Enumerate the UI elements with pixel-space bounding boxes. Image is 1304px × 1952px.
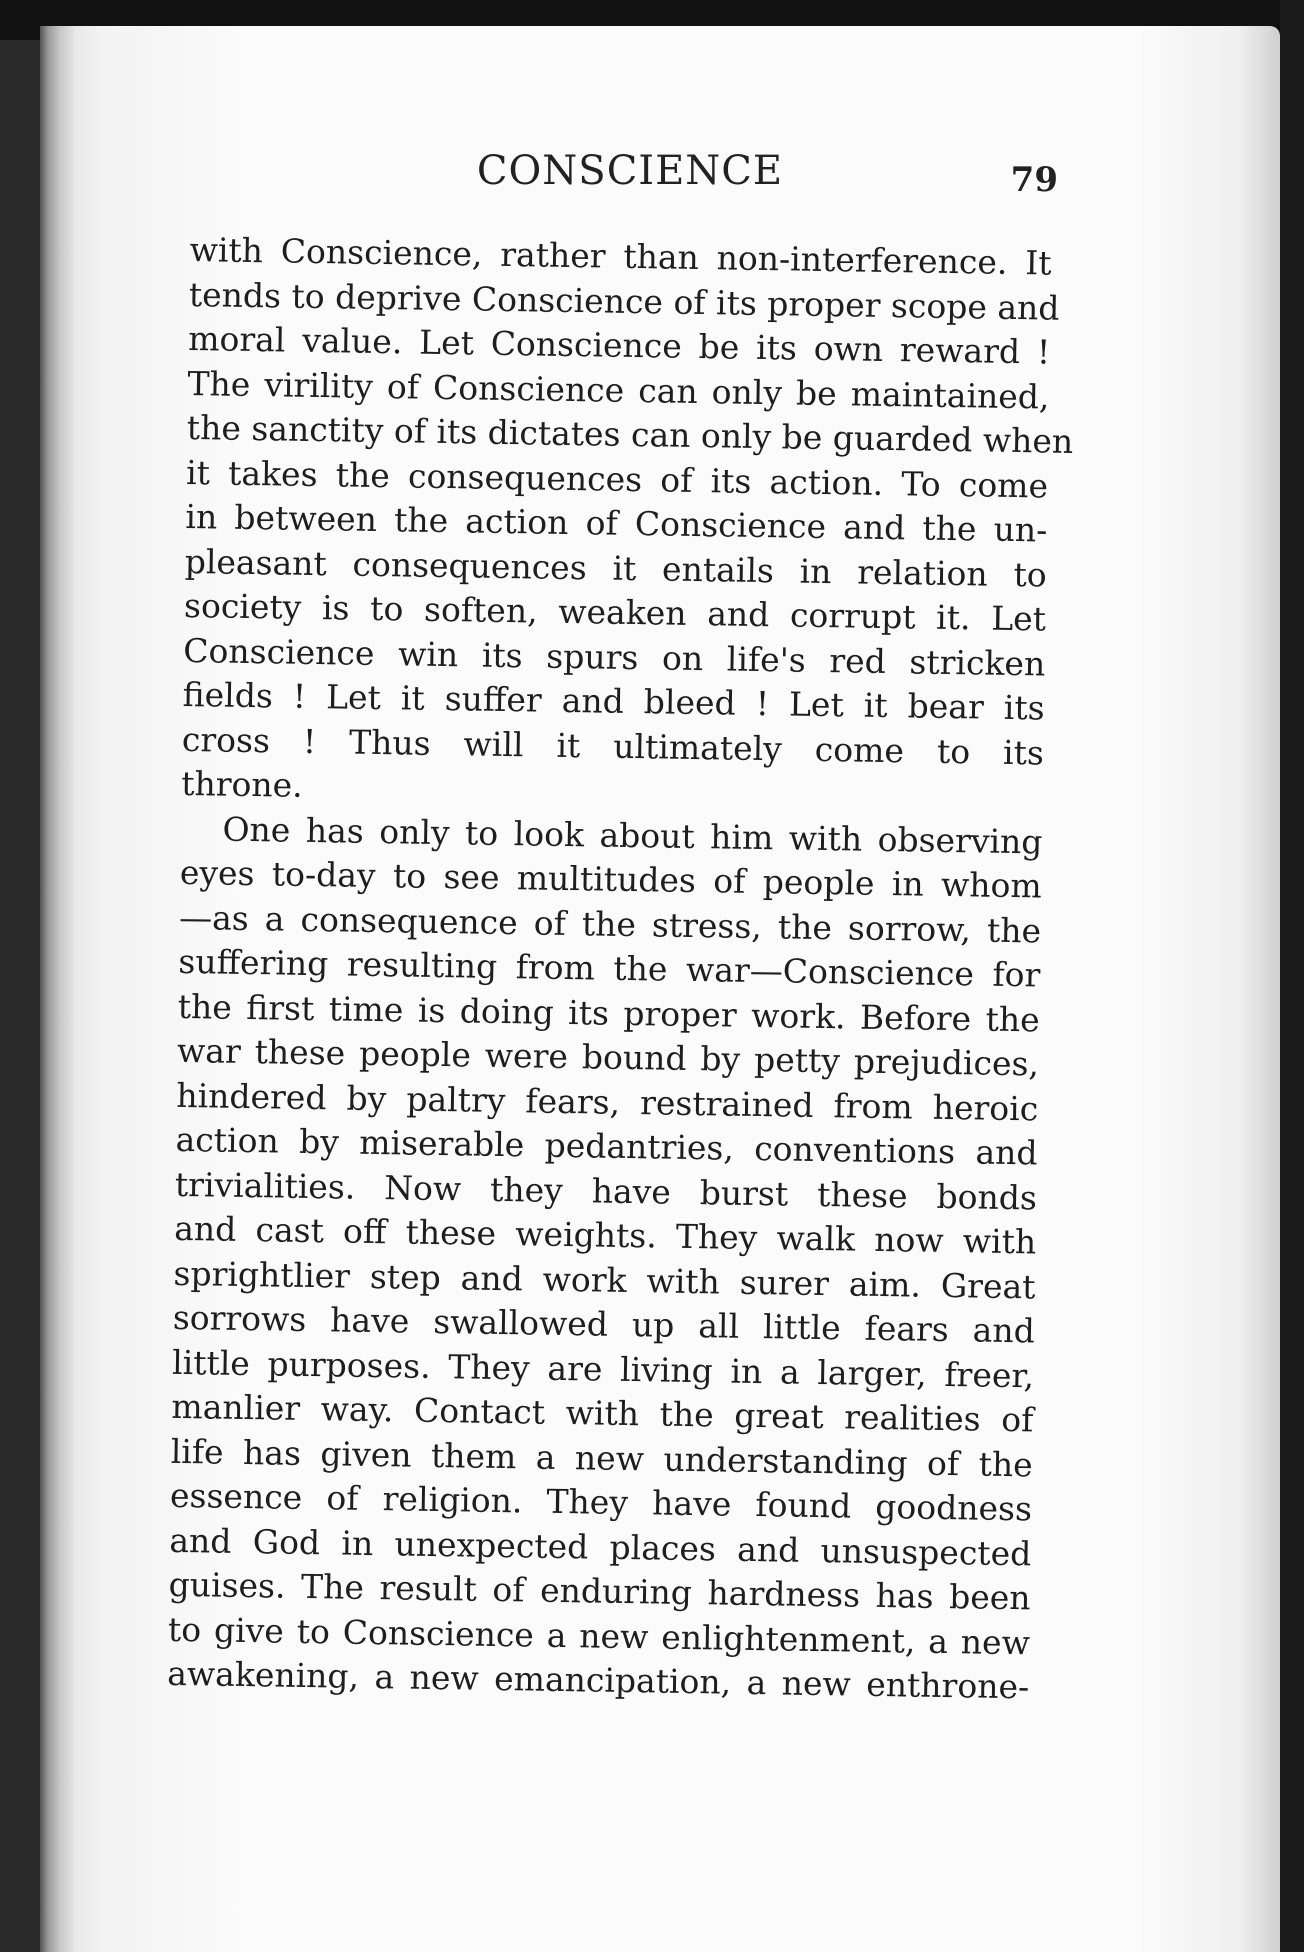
text-line: Conscience win its spurs on life's red stricken [183,630,1046,683]
text-line: society is to soften, weaken and corrupt it. Let [183,585,1047,639]
running-title: CONSCIENCE [476,148,784,194]
text-line: it takes the consequences of its action. To come [185,452,1049,506]
text-line: and cast off these weights. They walk now with [173,1208,1037,1262]
text-line: pleasant consequences it entails in relation to [184,541,1047,594]
body-text [166,228,1074,1710]
text-line: the first time is doing its proper work. Before the [177,986,1040,1039]
text-line: and God in unexpected places and unsuspected [169,1520,1032,1573]
scan-frame-right [1280,0,1304,1952]
text-line: war these people were bound by petty prejudices, [176,1030,1040,1084]
text-line: in between the action of Conscience and the un- [185,496,1048,550]
text-line: trivialities. Now they have burst these bonds [174,1164,1038,1217]
text-line: little purposes. They are living in a larger, freer, [171,1342,1035,1395]
text-line: One has only to look about him with observing [222,809,1043,861]
text-line: tends to deprive Conscience of its proper scope and [188,274,1060,328]
text-line: hindered by paltry fears, restrained from heroic [176,1075,1039,1128]
text-line: eyes to-day to see multitudes of people in whom [179,852,1043,906]
text-line: moral value. Let Conscience be its own reward ! [187,318,1051,372]
text-line: manlier way. Contact with the great realities of [171,1386,1034,1440]
text-line: awakening, a new emancipation, a new enthrone- [166,1653,1030,1707]
page-number: 79 [1010,160,1058,200]
text-line: sorrows have swallowed up all little fears and [172,1297,1036,1351]
text-line: suffering resulting from the war—Conscience for [178,941,1041,995]
text-line: life has given them a new understanding of the [170,1431,1033,1484]
text-line: throne. [180,763,304,805]
text-line: to give to Conscience a new enlightenment, a new [167,1609,1031,1662]
running-head [190,148,1070,208]
text-line: fields ! Let it suffer and bleed ! Let it bear its [182,674,1045,728]
text-line: —as a consequence of the stress, the sorrow, the [178,897,1042,950]
text-line: guises. The result of enduring hardness has been [168,1564,1031,1618]
text-line: action by miserable pedantries, conventions and [175,1119,1038,1173]
text-line: sprightlier step and work with surer aim. Great [173,1253,1036,1306]
text-line: The virility of Conscience can only be maintained, [187,363,1050,417]
text-line: essence of religion. They have found goodness [169,1475,1033,1529]
text-line: the sanctity of its dictates can only be guarded when [186,407,1074,461]
page-gutter [40,26,76,1952]
text-line: cross ! Thus will it ultimately come to its [181,719,1045,772]
text-line: with Conscience, rather than non-interference. It [189,229,1052,283]
